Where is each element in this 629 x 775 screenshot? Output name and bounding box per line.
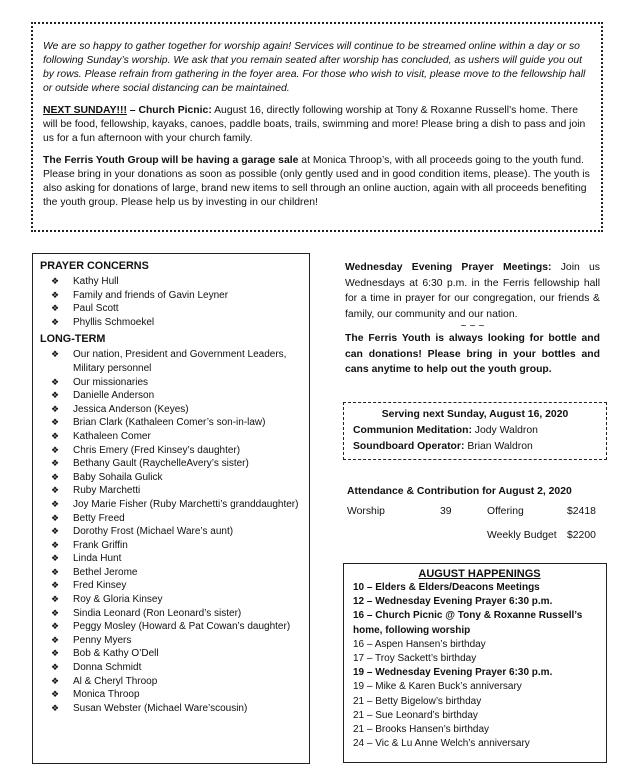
prayer-name: Dorothy Frost (Michael Ware’s aunt) <box>73 526 234 538</box>
prayer-item <box>40 316 309 330</box>
prayer-name: Ruby Marchetti <box>73 485 141 497</box>
prayer-item <box>40 620 309 634</box>
prayer-list-box <box>32 253 310 764</box>
diamond-bullet-icon: ❖ <box>51 702 60 713</box>
prayer-name: Fred Kinsey <box>73 580 127 592</box>
serving-role: Soundboard Operator: <box>353 441 465 452</box>
happening-item: 12 – Wednesday Evening Prayer 6:30 p.m. <box>353 596 553 608</box>
diamond-bullet-icon: ❖ <box>51 580 60 591</box>
offering-label: Offering <box>487 506 524 517</box>
prayer-item <box>40 661 309 675</box>
prayer-item <box>40 302 309 316</box>
next-sunday-label: NEXT SUNDAY!!! <box>43 105 127 116</box>
serving-person: Brian Waldron <box>467 441 533 452</box>
prayer-name: Paul Scott <box>73 303 119 315</box>
happening-item: 16 – Aspen Hansen’s birthday <box>353 638 486 650</box>
happening-item: 10 – Elders & Elders/Deacons Meetings <box>353 582 540 593</box>
wednesday-text: Join us Wednesdays at 6:30 p.m. in the Ferris fellowship hall for a time in prayer for our congregation, our friends & family, our community and our nation. <box>345 262 600 320</box>
prayer-name: Bethany Gault (RaychelleAvery’s sister) <box>73 458 249 470</box>
diamond-bullet-icon: ❖ <box>51 485 60 496</box>
diamond-bullet-icon: ❖ <box>51 512 60 523</box>
diamond-bullet-icon: ❖ <box>51 471 60 482</box>
happening-item: 21 – Sue Leonard’s birthday <box>353 709 478 721</box>
diamond-bullet-icon: ❖ <box>51 276 60 286</box>
serving-title: Serving next Sunday, August 16, 2020 <box>381 409 569 420</box>
diamond-bullet-icon: ❖ <box>51 526 60 537</box>
diamond-bullet-icon: ❖ <box>51 621 60 632</box>
diamond-bullet-icon: ❖ <box>51 430 60 441</box>
diamond-bullet-icon: ❖ <box>51 498 60 509</box>
budget-label: Weekly Budget <box>487 530 557 541</box>
prayer-name: Donna Schmidt <box>73 662 142 674</box>
prayer-name: Kathy Hull <box>73 276 119 287</box>
diamond-bullet-icon: ❖ <box>51 634 60 645</box>
prayer-item <box>40 579 309 593</box>
wednesday-section <box>345 260 600 378</box>
prayer-name: Sindia Leonard (Ron Leonard’s sister) <box>73 607 242 619</box>
prayer-item <box>40 403 309 417</box>
garage-sale-paragraph <box>43 154 591 210</box>
prayer-item <box>40 512 309 526</box>
prayer-item <box>40 275 309 289</box>
prayer-item <box>40 607 309 621</box>
prayer-item <box>40 702 309 716</box>
prayer-item <box>40 498 309 512</box>
prayer-item <box>40 484 309 498</box>
prayer-name: Kathaleen Comer <box>73 430 151 442</box>
prayer-name: Bob & Kathy O’Dell <box>73 648 159 660</box>
prayer-name: Susan Webster (Michael Ware’scousin) <box>73 702 248 714</box>
picnic-title: – Church Picnic: <box>126 105 212 116</box>
prayer-item <box>40 539 309 553</box>
attendance-row <box>347 503 607 527</box>
diamond-bullet-icon: ❖ <box>51 648 60 659</box>
prayer-name: Jessica Anderson (Keyes) <box>73 403 189 415</box>
prayer-item <box>40 552 309 566</box>
prayer-item <box>40 634 309 648</box>
prayer-item <box>40 444 309 458</box>
serving-box <box>343 402 607 460</box>
worship-label: Worship <box>347 506 385 517</box>
prayer-name: Frank Griffin <box>73 539 128 551</box>
prayer-item <box>40 688 309 702</box>
long-term-list <box>40 348 309 715</box>
diamond-bullet-icon: ❖ <box>51 417 60 428</box>
wednesday-paragraph <box>345 260 600 322</box>
august-happenings-box <box>343 563 607 763</box>
prayer-item <box>40 416 309 430</box>
prayer-name: Our missionaries <box>73 376 149 388</box>
diamond-bullet-icon: ❖ <box>51 444 60 455</box>
happening-item: 16 – Church Picnic @ Tony & Roxanne Russell’s home, following worship <box>353 610 583 636</box>
prayer-item <box>40 348 309 375</box>
happening-item: 21 – Brooks Hansen’s birthday <box>353 724 490 736</box>
prayer-name: Linda Hunt <box>73 553 122 565</box>
diamond-bullet-icon: ❖ <box>51 376 60 387</box>
attendance-section <box>347 483 607 551</box>
happening-item: 19 – Mike & Karen Buck’s anniversary <box>353 681 522 693</box>
diamond-bullet-icon: ❖ <box>51 349 60 360</box>
prayer-name: Betty Freed <box>73 512 125 524</box>
happenings-list <box>353 581 606 751</box>
prayer-item <box>40 430 309 444</box>
diamond-bullet-icon: ❖ <box>51 289 60 300</box>
prayer-item <box>40 593 309 607</box>
prayer-item <box>40 376 309 390</box>
prayer-name: Penny Myers <box>73 634 132 646</box>
prayer-name: Bethel Jerome <box>73 566 138 578</box>
diamond-bullet-icon: ❖ <box>51 403 60 414</box>
prayer-item <box>40 566 309 580</box>
picnic-text: August 16, directly following worship at Tony & Roxanne Russell’s home. There will be food, fellowship, kayaks, canoes, paddle boats, trails, swimming and more! Please bring a dish to pass and join us for a fun afternoon with your church family. <box>43 105 586 144</box>
serving-row <box>353 439 597 455</box>
diamond-bullet-icon: ❖ <box>51 689 60 700</box>
prayer-item <box>40 457 309 471</box>
prayer-concerns-heading: PRAYER CONCERNS <box>40 260 149 272</box>
happening-item: 21 – Betty Bigelow’s birthday <box>353 695 482 707</box>
serving-role: Communion Meditation: <box>353 425 472 436</box>
budget-amount: $2200 <box>567 530 596 541</box>
prayer-name: Roy & Gloria Kinsey <box>73 594 163 606</box>
prayer-name: Our nation, President and Government Leaders, Military personnel <box>73 349 287 374</box>
garage-sale-lead: The Ferris Youth Group will be having a garage sale <box>43 155 299 166</box>
prayer-item <box>40 675 309 689</box>
happening-item: 19 – Wednesday Evening Prayer 6:30 p.m. <box>353 667 553 679</box>
youth-bottle-drive: The Ferris Youth is always looking for bottle and can donations! Please bring in your bottles and cans anytime to help out the youth group. <box>345 333 600 375</box>
happening-item: 24 – Vic & Lu Anne Welch’s anniversary <box>353 738 530 750</box>
offering-amount: $2418 <box>567 506 596 517</box>
diamond-bullet-icon: ❖ <box>51 594 60 605</box>
prayer-name: Brian Clark (Kathaleen Comer’s son-in-law) <box>73 417 266 429</box>
serving-row <box>353 423 597 439</box>
attendance-title: Attendance & Contribution for August 2, 2020 <box>347 486 572 497</box>
announcements-box <box>31 22 603 232</box>
diamond-bullet-icon: ❖ <box>51 566 60 577</box>
diamond-bullet-icon: ❖ <box>51 539 60 550</box>
diamond-bullet-icon: ❖ <box>51 675 60 686</box>
happening-item: 17 – Troy Sackett’s birthday <box>353 653 477 665</box>
prayer-name: Chris Emery (Fred Kinsey’s daughter) <box>73 444 241 456</box>
intro-paragraph: We are so happy to gather together for worship again! Services will continue to be streamed online within a day or so following Sunday’s worship. We ask that you remain seated after worship has concluded, as ushers will guide you out by rows. Please refrain from gathering in the foyer area. For those who wish to visit, please move to the fellowship hall or outside where social distancing can be maintained. <box>43 41 586 94</box>
garage-sale-text: at Monica Throop’s, with all proceeds going to the youth fund. Please bring in your donations as soon as possible (only gently used and in good condition items, please). The youth is also asking for donations of large, brand new items to sell through an online auction, again with all proceeds benefiting the youth group. Please help us by investing in our children! <box>43 155 590 208</box>
prayer-item <box>40 471 309 485</box>
prayer-item <box>40 389 309 403</box>
section-divider: ~ ~ ~ <box>460 321 485 332</box>
serving-person: Jody Waldron <box>474 425 538 436</box>
prayer-item <box>40 525 309 539</box>
happenings-title: AUGUST HAPPENINGS <box>418 568 541 580</box>
prayer-item <box>40 647 309 661</box>
prayer-name: Al & Cheryl Throop <box>73 675 158 687</box>
diamond-bullet-icon: ❖ <box>51 607 60 618</box>
diamond-bullet-icon: ❖ <box>51 303 60 314</box>
worship-count: 39 <box>440 506 452 517</box>
attendance-row <box>347 527 607 551</box>
diamond-bullet-icon: ❖ <box>51 316 60 327</box>
long-term-heading: LONG-TERM <box>40 333 106 346</box>
prayer-item <box>40 289 309 303</box>
prayer-name: Danielle Anderson <box>73 390 155 402</box>
prayer-name: Phyllis Schmoekel <box>73 316 155 328</box>
diamond-bullet-icon: ❖ <box>51 458 60 469</box>
prayer-name: Family and friends of Gavin Leyner <box>73 289 229 301</box>
prayer-concerns-list <box>40 275 309 329</box>
prayer-name: Joy Marie Fisher (Ruby Marchetti’s granddaughter) <box>73 498 299 510</box>
picnic-paragraph <box>43 104 591 146</box>
prayer-name: Peggy Mosley (Howard & Pat Cowan’s daughter) <box>73 621 291 633</box>
prayer-name: Baby Sohaila Gulick <box>73 471 163 483</box>
diamond-bullet-icon: ❖ <box>51 553 60 564</box>
diamond-bullet-icon: ❖ <box>51 662 60 673</box>
wednesday-lead: Wednesday Evening Prayer Meetings: <box>345 262 552 273</box>
prayer-name: Monica Throop <box>73 689 140 701</box>
diamond-bullet-icon: ❖ <box>51 390 60 401</box>
